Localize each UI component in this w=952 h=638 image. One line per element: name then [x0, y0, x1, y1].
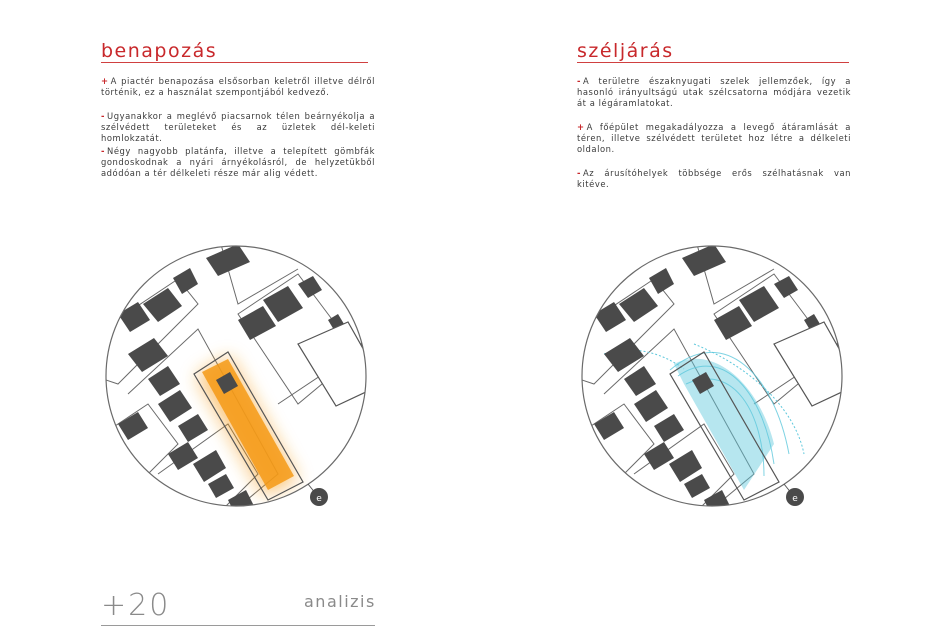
- section-title-szeljaras: széljárás: [577, 40, 674, 62]
- wind-map: [574, 244, 864, 534]
- paragraph-text: A piactér benapozása elsősorban keletről illetve délről történik, ez a használat szempontjából kedvező.: [101, 76, 375, 98]
- bullet-plus: +: [577, 122, 585, 132]
- title-underline: [577, 62, 849, 63]
- sun-exposure-map: [98, 244, 388, 534]
- paragraph-wind-2: [577, 122, 851, 156]
- paragraph-sun-2: [101, 111, 375, 145]
- paragraph-text: A területre északnyugati szelek jellemzőek, így a hasonló irányultságú utak szélcsatorna módjára vezetik át a légáramlatokat.: [577, 76, 851, 109]
- paragraph-text: Ugyanakkor a meglévő piacsarnok télen beárnyékolja a szélvédett területeket és az üzletek dél-keleti homlokzatát.: [101, 111, 375, 144]
- svg-text:e: e: [316, 494, 322, 504]
- bullet-plus: +: [101, 76, 109, 86]
- bullet-minus: -: [101, 111, 106, 121]
- bullet-minus: -: [577, 168, 582, 178]
- title-underline: [101, 62, 368, 63]
- paragraph-wind-1: [577, 76, 851, 110]
- svg-text:e: e: [792, 494, 798, 504]
- compass-icon: [784, 484, 804, 506]
- paragraph-text: Négy nagyobb platánfa, illetve a telepített gömbfák gondoskodnak a nyári árnyékolásról, de helyzetükből adódóan a tér délkeleti része már alig védett.: [101, 146, 375, 179]
- section-title-benapozas: benapozás: [101, 40, 218, 62]
- compass-icon: [308, 484, 328, 506]
- paragraph-wind-3: [577, 168, 851, 190]
- section-label: analizis: [304, 592, 376, 611]
- paragraph-text: Az árusítóhelyek többsége erős szélhatásnak van kitéve.: [577, 168, 851, 190]
- page-number: +20: [101, 588, 171, 623]
- paragraph-sun-3: [101, 146, 375, 180]
- footer-rule: [101, 625, 375, 626]
- bullet-minus: -: [101, 146, 106, 156]
- bullet-minus: -: [577, 76, 582, 86]
- paragraph-sun-1: [101, 76, 375, 98]
- paragraph-text: A főépület megakadályozza a levegő átáramlását a téren, illetve szélvédett területet hoz létre a délkeleti oldalon.: [577, 122, 851, 155]
